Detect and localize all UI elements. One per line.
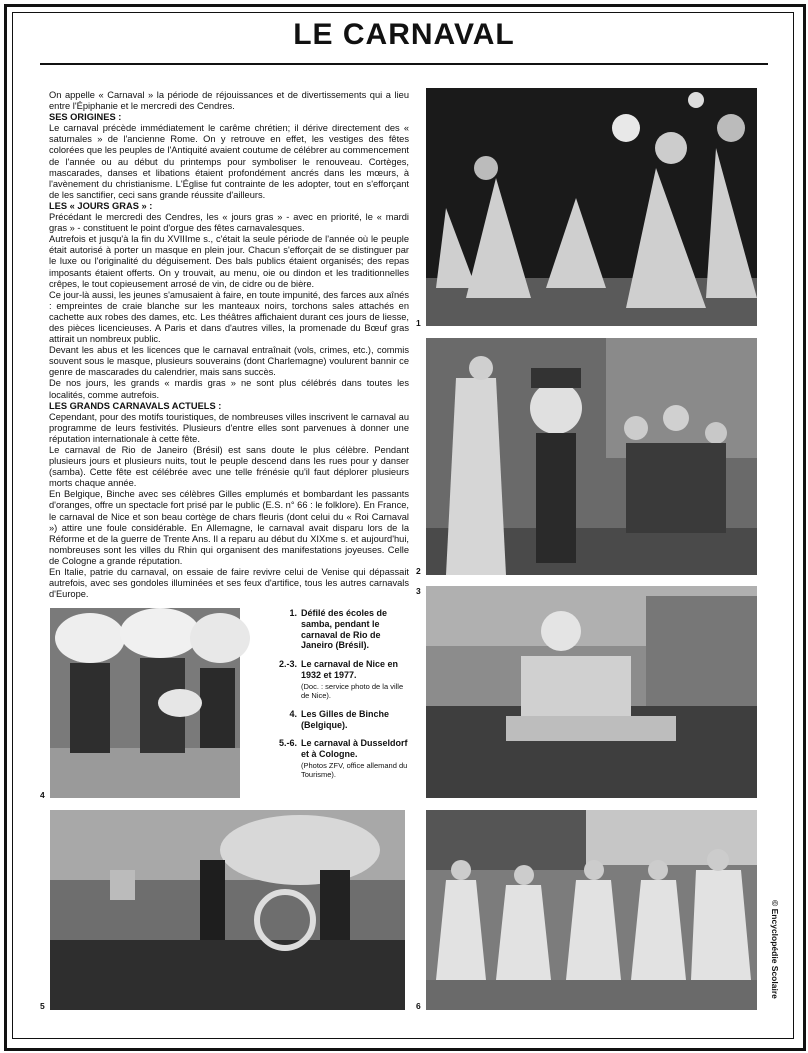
photo-number: 6 bbox=[416, 1001, 421, 1011]
caption-number: 2.-3. bbox=[278, 659, 297, 670]
caption-item bbox=[272, 659, 412, 701]
caption-source: (Photos ZFV, office allemand du Tourisme). bbox=[301, 760, 408, 780]
photo-nice-1932-image bbox=[426, 338, 757, 575]
caption-item bbox=[272, 738, 412, 780]
caption-number: 5.-6. bbox=[278, 738, 297, 749]
caption-number: 1. bbox=[289, 608, 297, 618]
copyright-text: © Encyclopédie Scolaire bbox=[770, 900, 780, 999]
photo-gilles-binche-image bbox=[50, 608, 240, 798]
jours-gras-paragraph: Autrefois et jusqu'à la fin du XVIIIme s., c'était la seule période de l'année où le peuple était autorisé à porter un masque en plein jour. Chacun s'efforçait de se distinguer par le luxe ou l'originalité du déguisement. Des bals publics étaient organisés; des repas imposants étaient offerts. On y trouvait, au menu, oie ou dindon et les traditionnelles crêpes, le tout copieusement arrosé de vin, de cidre ou de bière. bbox=[49, 234, 409, 289]
section-heading-jours-gras: LES « JOURS GRAS » : bbox=[49, 200, 153, 211]
photo-gilles-binche bbox=[50, 608, 240, 798]
article-text bbox=[49, 90, 409, 600]
photo-nice-1932 bbox=[426, 338, 757, 575]
photo-cologne-image bbox=[426, 810, 757, 1010]
jours-gras-paragraph: De nos jours, les grands « mardis gras » ne sont plus célébrés dans toutes les localités, comme autrefois. bbox=[49, 378, 409, 400]
photo-samba-rio bbox=[426, 88, 757, 326]
photo-nice-1977 bbox=[426, 586, 757, 798]
photo-number: 1 bbox=[416, 318, 421, 328]
page-title: LE CARNAVAL bbox=[293, 18, 515, 51]
caption-item bbox=[272, 608, 412, 651]
caption-source: (Doc. : service photo de la ville de Nice). bbox=[301, 681, 404, 701]
jours-gras-paragraph: Ce jour-là aussi, les jeunes s'amusaient à faire, en toute impunité, des farces aux aînés : empreintes de craie blanche sur les manteaux noirs, torchons sales attachés en cachette aux robes des dames, etc. Les théâtres affichaient durant ces jours de liesse, des pièces licencieuses. A Paris et dans d'autres villes, la promenade du Bœuf gras attirait un nombreux public. bbox=[49, 289, 409, 345]
photo-cologne bbox=[426, 810, 757, 1010]
origins-paragraph: Le carnaval précède immédiatement le carême chrétien; il dérive directement des « saturnales » de l'ancienne Rome. On y retrouve en effet, les vestiges des fêtes colorées que les peuples de l'Antiquité avaient coutume de célébrer au commencement de l'année ou au début du printemps pour symboliser le renouveau. Cortèges, mascarades, danses et libations étaient profondément ancrés dans les mœurs, à l'avènement du christianisme. L'Église fut contrainte de les adopter, tout en s'efforçant de les sanctifier, ceci sans grande réussite d'ailleurs. bbox=[49, 123, 409, 200]
photo-dusseldorf bbox=[50, 810, 405, 1010]
photo-number: 5 bbox=[40, 1001, 45, 1011]
photo-samba-rio-image bbox=[426, 88, 757, 326]
caption-text: Le carnaval de Nice en 1932 et 1977. bbox=[301, 659, 399, 680]
section-heading-origins: SES ORIGINES : bbox=[49, 112, 122, 123]
section-heading-grands-carnavals: LES GRANDS CARNAVALS ACTUELS : bbox=[49, 400, 222, 411]
grands-carnavals-paragraph: En Belgique, Binche avec ses célèbres Gilles emplumés et bombardant les passants d'oranges, offre un spectacle fort prisé par le public (E.S. n° 66 : le folklore). En France, le carnaval de Nice et son beau cortège de chars fleuris (dont celui du « Roi Carnaval ») attire une foule considérable. En Allemagne, le carnaval avait disparu lors de la Réforme et de la guerre de Trente Ans. Il a reparu au début du XIXme s. et aujourd'hui, nombreuses sont les villes du Rhin qui organisent des manifestations joyeuses. Celle de Cologne a grande réputation. bbox=[49, 489, 409, 566]
photo-number: 4 bbox=[40, 790, 45, 800]
grands-carnavals-paragraph: En Italie, patrie du carnaval, on essaie de faire revivre celui de Venise qui dépassait autrefois, avec ses gondoles illuminées et ses feux d'artifice, tous les autres carnavals d'Europe. bbox=[49, 567, 409, 600]
copyright-notice bbox=[770, 900, 782, 1020]
jours-gras-paragraph: Précédant le mercredi des Cendres, les « jours gras » - avec en priorité, le « mardi gras » - constituent le point d'orgue des fêtes carnavalesques. bbox=[49, 212, 409, 234]
photo-number: 2 bbox=[416, 566, 421, 576]
photo-captions bbox=[272, 608, 412, 788]
caption-text: Défilé des écoles de samba, pendant le carnaval de Rio de Janeiro (Brésil). bbox=[301, 608, 388, 651]
caption-item bbox=[272, 709, 412, 731]
title-rule bbox=[40, 63, 768, 65]
grands-carnavals-paragraph: Le carnaval de Rio de Janeiro (Brésil) est sans doute le plus célèbre. Pendant plusieurs jours et plusieurs nuits, tout le peuple descend dans les rues pour y danser (samba). Cette fête est célébrée avec une telle frénésie qu'il faut déplorer plusieurs morts chaque année. bbox=[49, 445, 409, 489]
jours-gras-paragraph: Devant les abus et les licences que le carnaval entraînait (vols, crimes, etc.), commis souvent sous le masque, plusieurs souverains (dont Charlemagne) voulurent bannir ce genre de mascarades du calendrier, mais sans succès. bbox=[49, 345, 409, 378]
intro-paragraph: On appelle « Carnaval » la période de réjouissances et de divertissements qui a lieu entre l'Épiphanie et le mercredi des Cendres. bbox=[49, 90, 409, 112]
caption-text: Le carnaval à Dusseldorf et à Cologne. bbox=[301, 738, 408, 760]
photo-number: 3 bbox=[416, 586, 421, 596]
caption-number: 4. bbox=[289, 708, 297, 719]
grands-carnavals-paragraph: Cependant, pour des motifs touristiques, de nombreuses villes inscrivent le carnaval au programme de leurs festivités. Plusieurs d'entre elles sont parvenues à donner une réputation internationale à cette fête. bbox=[49, 411, 409, 444]
photo-nice-1977-image bbox=[426, 586, 757, 798]
photo-dusseldorf-image bbox=[50, 810, 405, 1010]
caption-text: Les Gilles de Binche (Belgique). bbox=[301, 708, 390, 730]
